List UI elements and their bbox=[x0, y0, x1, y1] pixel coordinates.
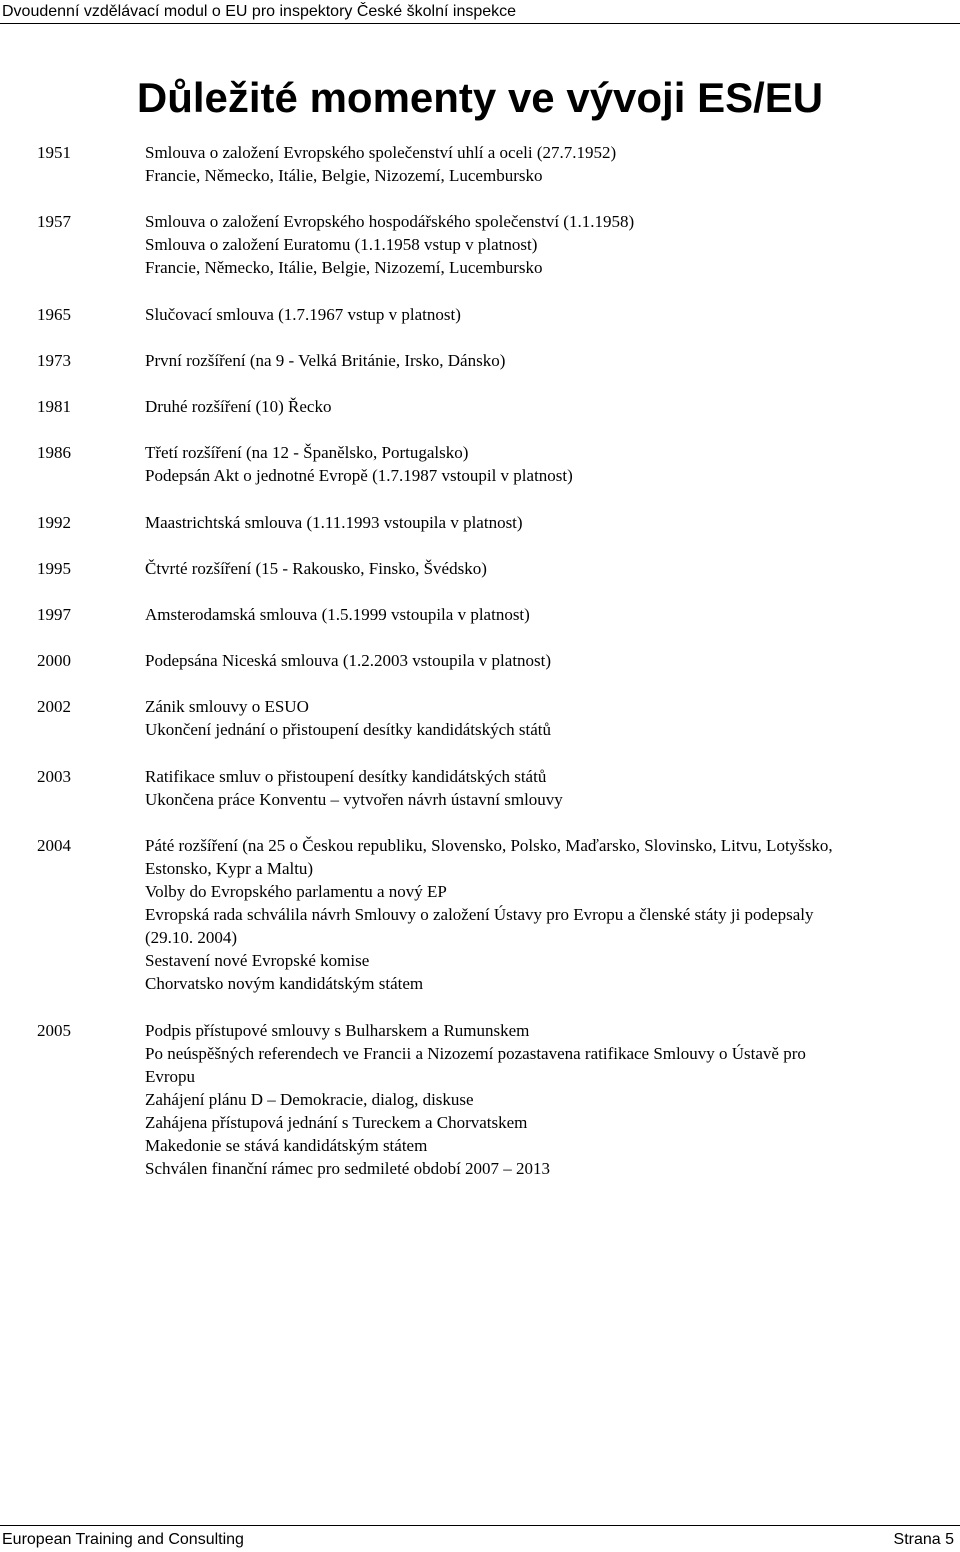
timeline-entry bbox=[0, 210, 960, 279]
entry-year: 2002 bbox=[37, 697, 71, 717]
timeline-entry bbox=[0, 395, 960, 418]
entry-year: 1957 bbox=[37, 212, 71, 232]
entry-year: 1992 bbox=[37, 512, 71, 532]
entry-events bbox=[145, 603, 960, 626]
page-header bbox=[0, 0, 960, 24]
entry-event-line: Francie, Německo, Itálie, Belgie, Nizozemí, Lucembursko bbox=[145, 166, 543, 186]
timeline bbox=[0, 141, 960, 1203]
entry-events bbox=[145, 303, 960, 326]
timeline-entry bbox=[0, 649, 960, 672]
footer-organization: European Training and Consulting bbox=[2, 1531, 244, 1548]
entry-event-line: Podepsána Niceská smlouva (1.2.2003 vstoupila v platnost) bbox=[145, 651, 552, 671]
entry-year: 1986 bbox=[37, 443, 71, 463]
entry-event-line: Zánik smlouvy o ESUO bbox=[145, 697, 309, 717]
entry-event-line: Evropská rada schválila návrh Smlouvy o založení Ústavy pro Evropu a členské státy ji podepsaly bbox=[145, 905, 814, 925]
entry-event-line: Slučovací smlouva (1.7.1967 vstup v platnost) bbox=[145, 304, 461, 324]
timeline-entry bbox=[0, 303, 960, 326]
entry-year: 1995 bbox=[37, 558, 71, 578]
entry-event-line: Smlouva o založení Euratomu (1.1.1958 vstup v platnost) bbox=[145, 235, 538, 255]
entry-events bbox=[145, 210, 960, 279]
entry-year: 1997 bbox=[37, 604, 71, 624]
entry-events bbox=[145, 141, 960, 187]
entry-event-line: Čtvrté rozšíření (15 - Rakousko, Finsko, Švédsko) bbox=[145, 558, 487, 578]
document-title: Důležité momenty ve vývoji ES/EU bbox=[136, 74, 824, 121]
timeline-entry bbox=[0, 557, 960, 580]
entry-event-line: Druhé rozšíření (10) Řecko bbox=[145, 397, 332, 417]
entry-event-line: (29.10. 2004) bbox=[145, 928, 238, 948]
entry-event-line: Smlouva o založení Evropského hospodářského společenství (1.1.1958) bbox=[145, 212, 635, 232]
entry-events bbox=[145, 557, 960, 580]
entry-year: 1965 bbox=[37, 304, 71, 324]
timeline-entry bbox=[0, 349, 960, 372]
entry-year: 1951 bbox=[37, 143, 71, 162]
entry-events bbox=[145, 349, 960, 372]
entry-event-line: Třetí rozšíření (na 12 - Španělsko, Portugalsko) bbox=[145, 443, 469, 463]
entry-event-line: Evropu bbox=[145, 1066, 196, 1086]
entry-event-line: Páté rozšíření (na 25 o Českou republiku, Slovensko, Polsko, Maďarsko, Slovinsko, Litvu, Lotyšsko, bbox=[145, 835, 833, 855]
entry-event-line: Volby do Evropského parlamentu a nový EP bbox=[145, 882, 447, 901]
entry-event-line: Ratifikace smluv o přistoupení desítky kandidátských států bbox=[145, 766, 547, 786]
entry-event-line: Podpis přístupové smlouvy s Bulharskem a Rumunskem bbox=[145, 1020, 530, 1040]
entry-events bbox=[145, 695, 960, 741]
entry-year: 1973 bbox=[37, 350, 71, 370]
entry-event-line: Francie, Německo, Itálie, Belgie, Nizozemí, Lucembursko bbox=[145, 258, 543, 278]
entry-event-line: Chorvatsko novým kandidátským státem bbox=[145, 974, 424, 994]
header-rule bbox=[0, 23, 960, 24]
timeline-entry bbox=[0, 141, 960, 187]
entry-event-line: Makedonie se stává kandidátským státem bbox=[145, 1136, 428, 1156]
entry-year: 2000 bbox=[37, 651, 71, 671]
entry-event-line: Po neúspěšných referendech ve Francii a Nizozemí pozastavena ratifikace Smlouvy o Ústavě pro bbox=[145, 1043, 806, 1063]
entry-events bbox=[145, 511, 960, 534]
entry-event-line: Ukončení jednání o přistoupení desítky kandidátských států bbox=[145, 720, 552, 740]
timeline-entry bbox=[0, 441, 960, 487]
entry-year: 2004 bbox=[37, 835, 71, 855]
entry-events bbox=[145, 441, 960, 487]
entry-year: 1981 bbox=[37, 397, 71, 417]
entry-event-line: Zahájení plánu D – Demokracie, dialog, diskuse bbox=[145, 1089, 474, 1109]
entry-year: 2003 bbox=[37, 766, 71, 786]
entry-event-line: Ukončena práce Konventu – vytvořen návrh ústavní smlouvy bbox=[145, 789, 563, 809]
timeline-entry bbox=[0, 834, 960, 996]
entry-event-line: Podepsán Akt o jednotné Evropě (1.7.1987 vstoupil v platnost) bbox=[145, 466, 573, 486]
entry-events bbox=[145, 395, 960, 418]
entry-event-line: Estonsko, Kypr a Maltu) bbox=[145, 858, 314, 878]
header-text: Dvoudenní vzdělávací modul o EU pro inspektory České školní inspekce bbox=[2, 3, 517, 20]
entry-event-line: Amsterodamská smlouva (1.5.1999 vstoupila v platnost) bbox=[145, 604, 530, 624]
entry-event-line: Sestavení nové Evropské komise bbox=[145, 951, 370, 971]
entry-events bbox=[145, 649, 960, 672]
page-footer bbox=[0, 1524, 960, 1550]
timeline-entry bbox=[0, 603, 960, 626]
entry-event-line: Zahájena přístupová jednání s Tureckem a Chorvatskem bbox=[145, 1112, 528, 1132]
timeline-entry bbox=[0, 765, 960, 811]
entry-events bbox=[145, 765, 960, 811]
timeline-entry bbox=[0, 1019, 960, 1181]
timeline-entry bbox=[0, 511, 960, 534]
timeline-entry bbox=[0, 695, 960, 741]
entry-event-line: Maastrichtská smlouva (1.11.1993 vstoupila v platnost) bbox=[145, 512, 523, 532]
entry-event-line: Schválen finanční rámec pro sedmileté období 2007 – 2013 bbox=[145, 1159, 551, 1179]
entry-events bbox=[145, 834, 960, 996]
entry-event-line: Smlouva o založení Evropského společenství uhlí a oceli (27.7.1952) bbox=[145, 143, 617, 162]
entry-year: 2005 bbox=[37, 1020, 71, 1040]
entry-event-line: První rozšíření (na 9 - Velká Británie, Irsko, Dánsko) bbox=[145, 350, 506, 370]
page-number: Strana 5 bbox=[893, 1531, 954, 1548]
entry-events bbox=[145, 1019, 960, 1181]
footer-rule bbox=[0, 1525, 960, 1526]
